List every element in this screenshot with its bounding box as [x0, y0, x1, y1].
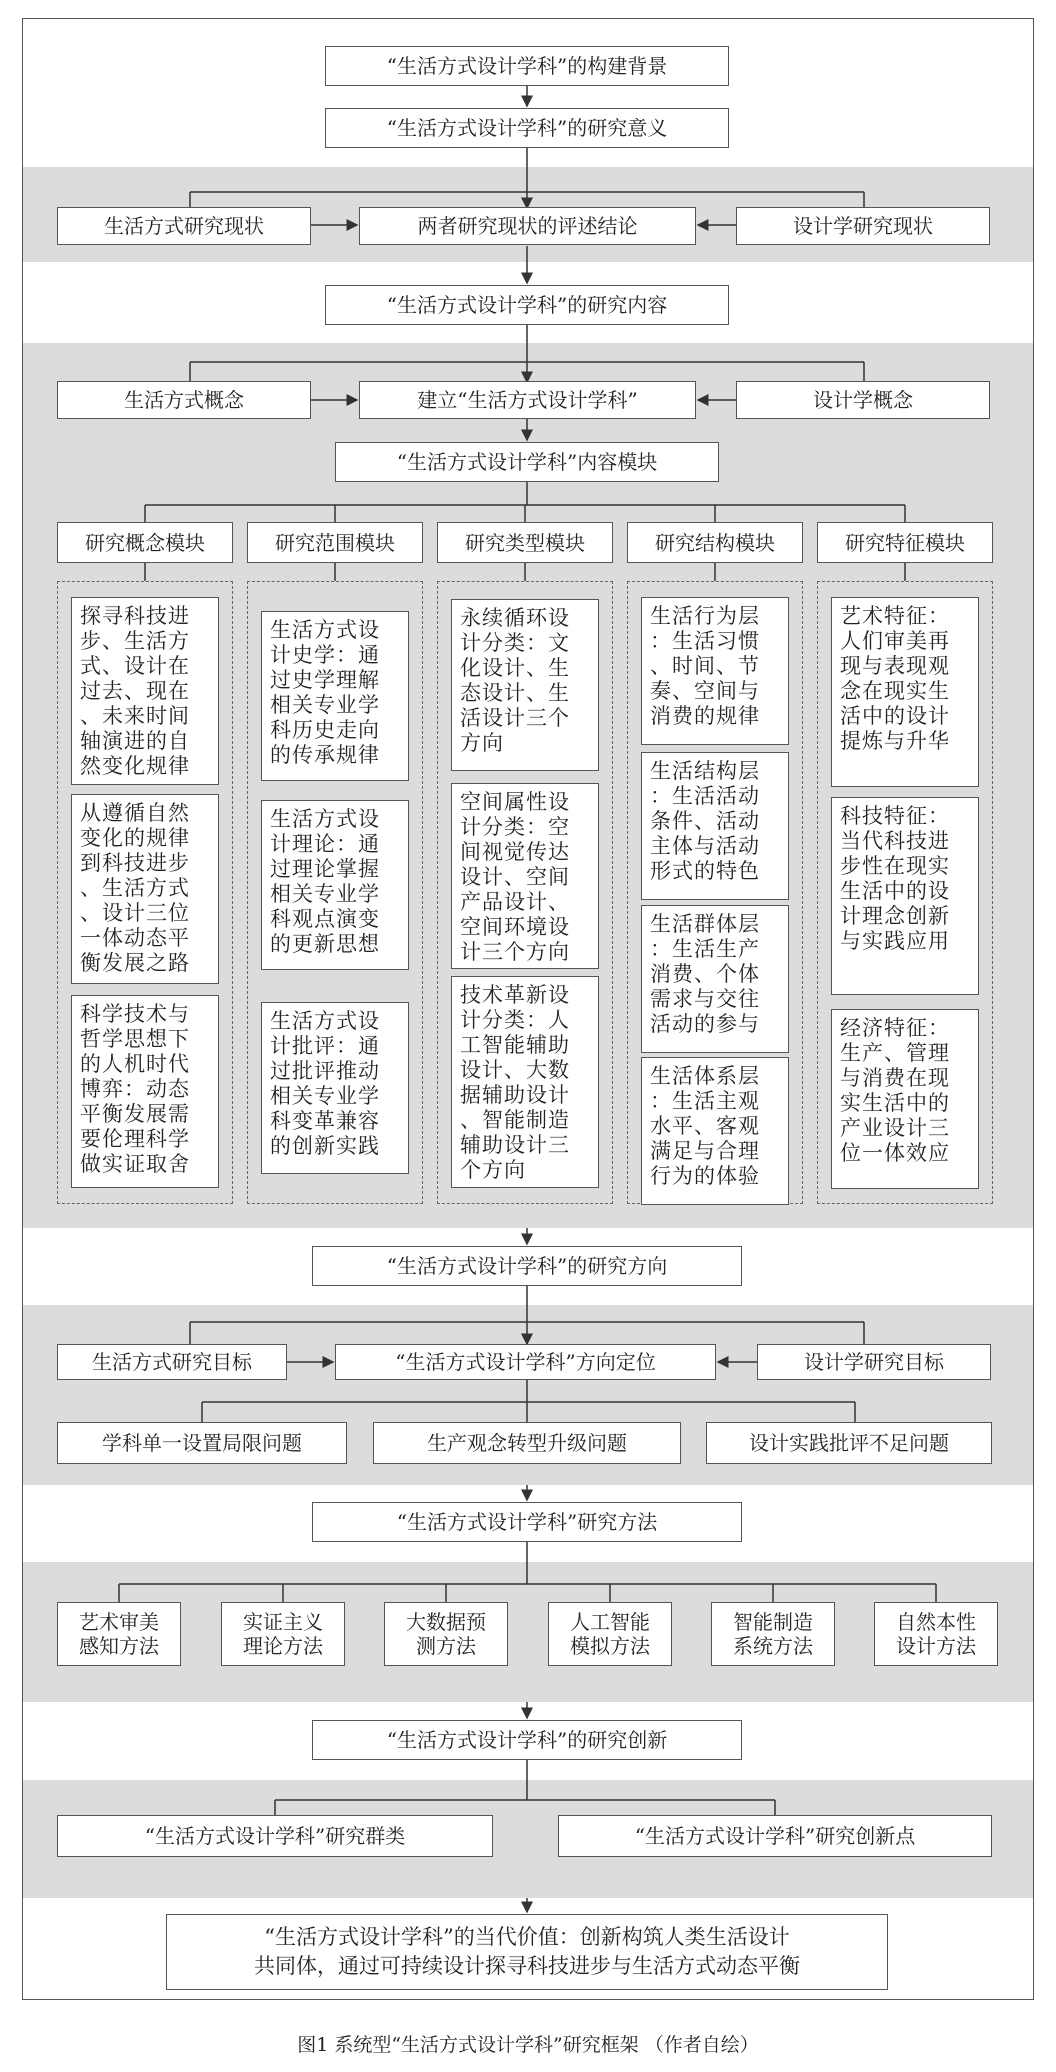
module-cell: 探寻科技进 步、生活方 式、设计在 过去、现在 、未来时间 轴演进的自 然变化规律 — [71, 597, 219, 785]
module-cell: 生活群体层 ：生活生产 消费、个体 需求与交往 活动的参与 — [641, 905, 789, 1053]
background-box: “生活方式设计学科”的构建背景 — [325, 46, 729, 86]
establish-discipline-box: 建立“生活方式设计学科” — [359, 381, 696, 419]
module-header: 研究特征模块 — [817, 522, 993, 563]
direction-center-box: “生活方式设计学科”方向定位 — [335, 1344, 716, 1380]
figure-caption: 图1 系统型“生活方式设计学科”研究框架 （作者自绘） — [297, 2034, 759, 2056]
concept-lifestyle-box: 生活方式概念 — [57, 381, 311, 419]
modules-title-box: “生活方式设计学科”内容模块 — [335, 442, 719, 482]
module-header: 研究范围模块 — [247, 522, 423, 563]
innovation-title-box: “生活方式设计学科”的研究创新 — [312, 1720, 742, 1760]
method-box: 艺术审美 感知方法 — [57, 1602, 181, 1666]
method-box: 实证主义 理论方法 — [221, 1602, 345, 1666]
module-cell: 生活结构层 ：生活活动 条件、活动 主体与活动 形式的特色 — [641, 752, 789, 900]
module-cell: 科技特征： 当代科技进 步性在现实 生活中的设 计理念创新 与实践应用 — [831, 797, 979, 995]
direction-left-box: 生活方式研究目标 — [57, 1344, 287, 1380]
module-cell: 科学技术与 哲学思想下 的人机时代 博弈：动态 平衡发展需 要伦理科学 做实证取舍 — [71, 995, 219, 1188]
module-cell: 技术革新设 计分类：人 工智能辅助 设计、大数 据辅助设计 、智能制造 辅助设计三 个方向 — [451, 976, 599, 1188]
module-cell: 经济特征： 生产、管理 与消费在现 实生活中的 产业设计三 位一体效应 — [831, 1009, 979, 1189]
problem-box: 生产观念转型升级问题 — [373, 1422, 681, 1464]
status-center-box: 两者研究现状的评述结论 — [359, 207, 696, 245]
innovation-left-box: “生活方式设计学科”研究群类 — [57, 1815, 493, 1857]
method-box: 大数据预 测方法 — [384, 1602, 508, 1666]
method-box: 自然本性 设计方法 — [874, 1602, 998, 1666]
module-cell: 艺术特征： 人们审美再 现与表现观 念在现实生 活中的设计 提炼与升华 — [831, 597, 979, 787]
module-cell: 生活方式设 计史学：通 过史学理解 相关专业学 科历史走向 的传承规律 — [261, 611, 409, 781]
module-cell: 从遵循自然 变化的规律 到科技进步 、生活方式 、设计三位 一体动态平 衡发展之路 — [71, 794, 219, 984]
innovation-right-box: “生活方式设计学科”研究创新点 — [558, 1815, 992, 1857]
method-box: 智能制造 系统方法 — [711, 1602, 835, 1666]
status-right-box: 设计学研究现状 — [736, 207, 990, 245]
concept-design-box: 设计学概念 — [736, 381, 990, 419]
module-cell: 永续循环设 计分类：文 化设计、生 态设计、生 活设计三个 方向 — [451, 599, 599, 771]
module-cell: 生活体系层 ：生活主观 水平、客观 满足与合理 行为的体验 — [641, 1057, 789, 1205]
method-box: 人工智能 模拟方法 — [548, 1602, 672, 1666]
content-title-box: “生活方式设计学科”的研究内容 — [325, 285, 729, 325]
methods-title-box: “生活方式设计学科”研究方法 — [312, 1502, 742, 1542]
module-cell: 生活方式设 计批评：通 过批评推动 相关专业学 科变革兼容 的创新实践 — [261, 1002, 409, 1174]
module-header: 研究结构模块 — [627, 522, 803, 563]
direction-title-box: “生活方式设计学科”的研究方向 — [312, 1246, 742, 1286]
problem-box: 设计实践批评不足问题 — [706, 1422, 992, 1464]
module-header: 研究类型模块 — [437, 522, 613, 563]
direction-right-box: 设计学研究目标 — [757, 1344, 991, 1380]
significance-box: “生活方式设计学科”的研究意义 — [325, 108, 729, 148]
module-cell: 生活方式设 计理论：通 过理论掌握 相关专业学 科观点演变 的更新思想 — [261, 800, 409, 970]
module-cell: 生活行为层 ：生活习惯 、时间、节 奏、空间与 消费的规律 — [641, 597, 789, 745]
problem-box: 学科单一设置局限问题 — [57, 1422, 347, 1464]
module-header: 研究概念模块 — [57, 522, 233, 563]
module-cell: 空间属性设 计分类：空 间视觉传达 设计、空间 产品设计、 空间环境设 计三个方向 — [451, 783, 599, 969]
status-left-box: 生活方式研究现状 — [57, 207, 311, 245]
value-box: “生活方式设计学科”的当代价值：创新构筑人类生活设计 共同体，通过可持续设计探寻科技进步与生活方式动态平衡 — [166, 1914, 888, 1990]
